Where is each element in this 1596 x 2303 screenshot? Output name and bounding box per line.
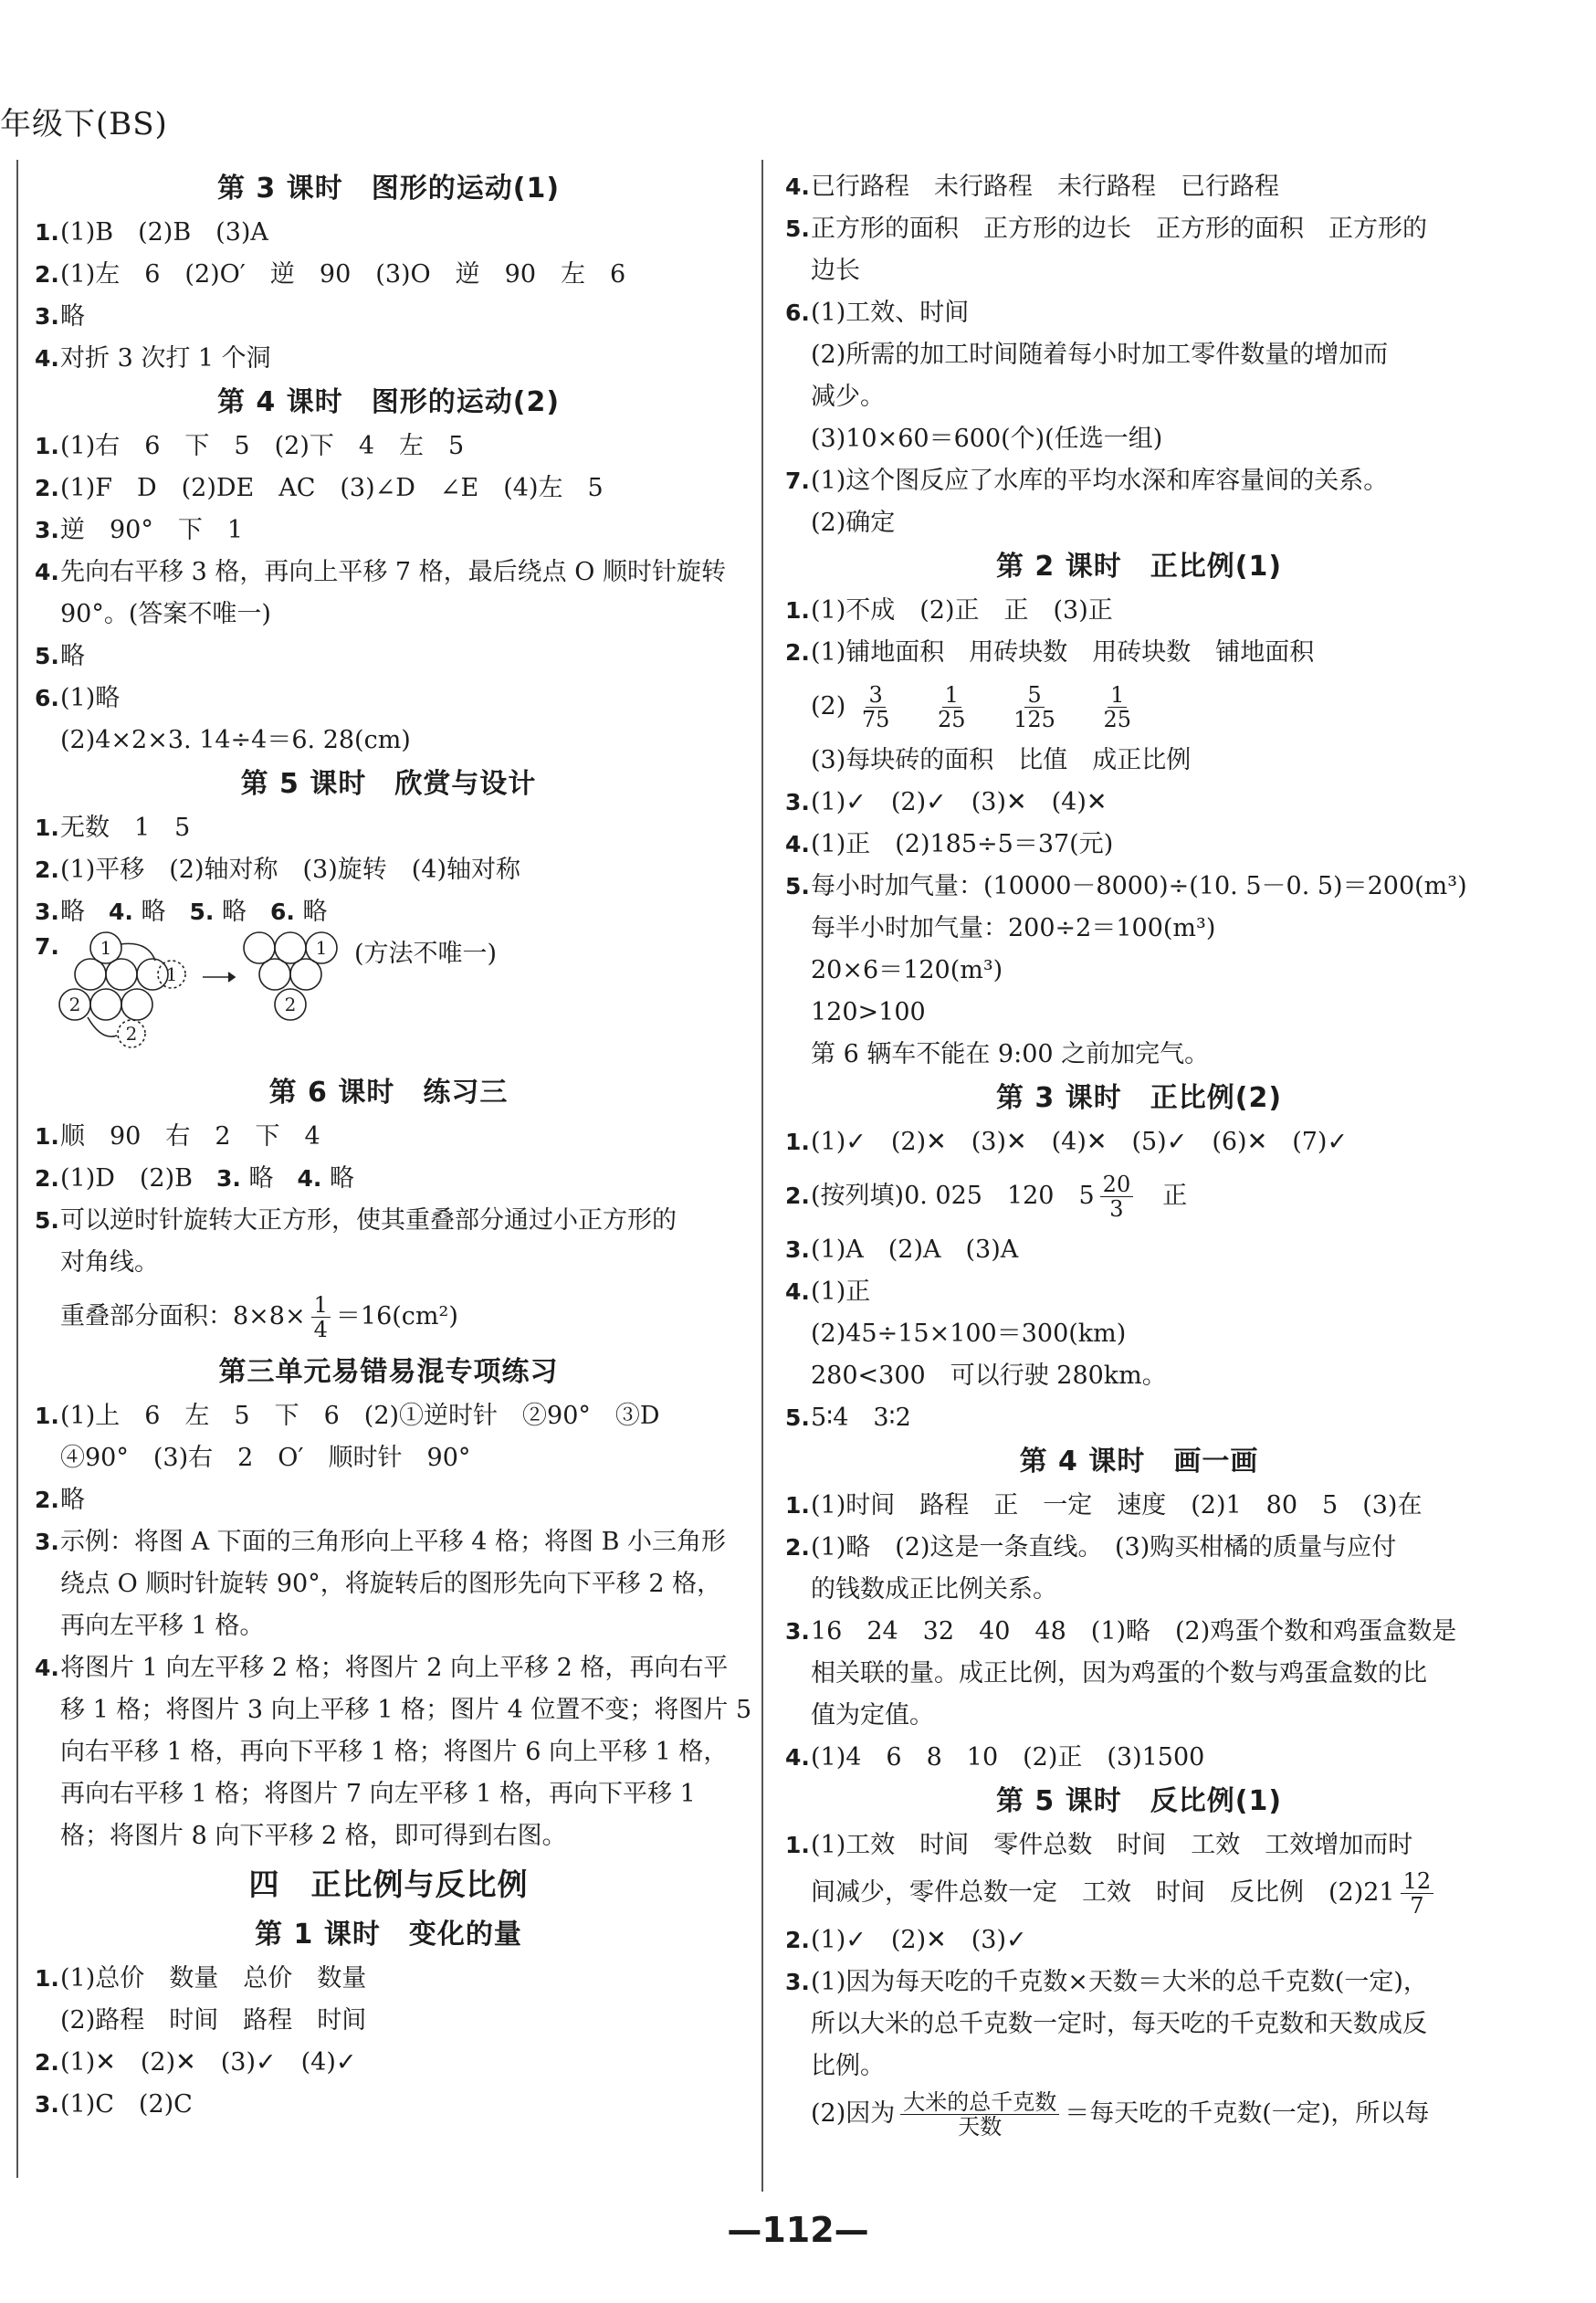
unit-title: 四 正比例与反比例 [248,1867,529,1902]
right-column [785,166,1493,2140]
answer-row: 2. (按列填)0. 025 120 5 $\frac{20}{3}$ 正 [785,1172,1188,1222]
circle-rotation-diagram [60,933,328,1070]
answer-row: 3. (1)A (2)A (3)A [785,1236,1019,1264]
answer-row-cont: 120>100 [811,998,926,1026]
answer-row: 6. (1)工效、时间 [785,299,970,327]
answer-row: 2. (1)铺地面积 用砖块数 用砖块数 铺地面积 [785,638,1315,667]
fraction: $\frac{5}{125}$ [1013,682,1055,732]
answer-row-cont: (2)因为 $\frac{\text{大米的总千克数}}{\text{天数}}$ ＝每天吃的千克数(一定)，所以每 [811,2089,1430,2140]
answer-row: 4. (1)正 [785,1278,871,1306]
answer-row: 2. (1)F D (2)DE AC (3)∠D ∠E (4)左 5 [35,474,604,502]
answer-row-cont: (3)每块砖的面积 比值 成正比例 [811,746,1192,774]
answer-row-cont: ④90° (3)右 2 O′ 顺时针 90° [60,1444,471,1472]
circle-label: 1 [315,937,328,959]
section-title: 第 3 课时 图形的运动(1) [216,173,561,205]
answer-row-cont: 20×6＝120(m³) [811,956,1003,984]
section-title: 第 2 课时 正比例(1) [995,551,1283,583]
answer-row-cont: 再向左平移 1 格。 [60,1612,265,1640]
answer-row: 1. (1)B (2)B (3)A [35,218,268,247]
left-column [35,166,752,2126]
answer-row-cont: 边长 [811,257,860,285]
answer-row-cont: 每半小时加气量：200÷2＝100(m³) [811,914,1216,942]
answer-row: 5. 每小时加气量：(10000－8000)÷(10. 5－0. 5)＝200(m³) [785,872,1467,900]
answer-row-cont: 对角线。 [60,1248,159,1277]
answer-row: 1. 顺 90 右 2 下 4 [35,1122,320,1151]
answer-row: 1. 无数 1 5 [35,814,191,842]
answer-row: 1. (1)不成 (2)正 正 (3)正 [785,596,1113,625]
method-note: (方法不唯一) [354,940,498,968]
fraction: $\frac{\text{大米的总千克数}}{\text{天数}}$ [900,2090,1059,2139]
answer-row-cont: 格；将图片 8 向下平移 2 格，即可得到右图。 [60,1822,567,1850]
margin-rule [16,160,18,2178]
fraction: $\frac{3}{75}$ [861,682,890,732]
answer-row: 5. 正方形的面积 正方形的边长 正方形的面积 正方形的 [785,215,1427,243]
answer-row: 4. 先向右平移 3 格，再向上平移 7 格，最后绕点 O 顺时针旋转 [35,558,726,586]
column-divider [761,160,763,2192]
header-title: 年级下(BS) [0,106,168,142]
answer-row: 7. (1)这个图反应了水库的平均水深和库容量间的关系。 [785,467,1389,495]
answer-row-cont: (2) $\frac{3}{75}$ $\frac{1}{25}$ $\frac{5}{125}$ $\frac{1}{25}$ [785,674,1493,740]
answer-row-cont: (2)4×2×3. 14÷4＝6. 28(cm) [60,726,411,754]
answer-row: 4. 已行路程 未行路程 未行路程 已行路程 [785,173,1279,201]
answer-row: 2. (1)平移 (2)轴对称 (3)旋转 (4)轴对称 [35,856,520,884]
answer-row: 2. (1)左 6 (2)O′ 逆 90 (3)O 逆 90 左 6 [35,260,626,289]
answer-row-cont: (3)10×60＝600(个)(任选一组) [811,425,1163,453]
fraction: $\frac{12}{7}$ [1401,1869,1434,1918]
answer-row: 2. (1)D (2)B 3. 略 4. 略 [35,1164,354,1193]
answer-row-cont: 重叠部分面积：8×8× $\frac{1}{4}$ ＝16(cm²) [60,1292,458,1342]
fraction: $\frac{20}{3}$ [1100,1173,1134,1221]
answer-row: 1. (1)时间 路程 正 一定 速度 (2)1 80 5 (3)在 [785,1491,1423,1520]
answer-row: 3. (1)因为每天吃的千克数×天数＝大米的总千克数(一定)， [785,1968,1428,1996]
answer-row: 3. 略 [35,302,85,331]
section-title: 第 1 课时 变化的量 [255,1919,522,1951]
circle-label: 2 [68,994,81,1015]
answer-row-cont: (2)所需的加工时间随着每小时加工零件数量的增加而 [811,341,1389,369]
answer-row-cont: 相关联的量。成正比例，因为鸡蛋的个数与鸡蛋盒数的比 [811,1659,1427,1688]
answer-row: 5. 可以逆时针旋转大正方形，使其重叠部分通过小正方形的 [35,1206,677,1235]
circle-label: 1 [165,963,178,985]
answer-row-cont: 的钱数成正比例关系。 [811,1575,1057,1604]
answer-row: 4. 将图片 1 向左平移 2 格；将图片 2 向上平移 2 格，再向右平 [35,1654,729,1682]
circle-label: 1 [100,937,112,959]
answer-row: 3. 逆 90° 下 1 [35,516,244,544]
answer-row: 3. (1)C (2)C [35,2090,193,2119]
answer-row-cont: 减少。 [811,383,885,411]
answer-row-cont: (2)45÷15×100＝300(km) [811,1320,1127,1348]
answer-row-cont: 移 1 格；将图片 3 向上平移 1 格；图片 4 位置不变；将图片 5 [60,1696,752,1724]
answer-row: 1. (1)右 6 下 5 (2)下 4 左 5 [35,432,465,460]
answer-row-cont: 第 6 辆车不能在 9:00 之前加完气。 [811,1040,1210,1068]
circle-label: 2 [284,994,297,1015]
answer-row: 1. (1)工效 时间 零件总数 时间 工效 工效增加而时 [785,1831,1413,1859]
answer-row: 2. (1)✕ (2)✕ (3)✓ (4)✓ [35,2048,357,2077]
answer-row: 4. 对折 3 次打 1 个洞 [35,344,271,373]
answer-row-cont: 280<300 可以行驶 280km。 [811,1362,1167,1390]
section-title: 第 4 课时 画一画 [1019,1446,1259,1477]
fraction: $\frac{1}{25}$ [937,682,966,732]
fraction: $\frac{1}{4}$ [311,1293,331,1341]
answer-row: 1. (1)上 6 左 5 下 6 (2)①逆时针 ②90° ③D [35,1402,660,1430]
fraction: $\frac{1}{25}$ [1103,682,1132,732]
answer-row: 1. (1)✓ (2)✕ (3)✕ (4)✕ (5)✓ (6)✕ (7)✓ [785,1128,1349,1156]
circle-label: 2 [125,1023,138,1045]
answer-row: 5. 略 [35,642,85,670]
answer-row-cont: 间减少，零件总数一定 工效 时间 反比例 (2)21 $\frac{12}{7}$ [785,1867,1493,1919]
section-title: 第 5 课时 欣赏与设计 [240,768,537,800]
section-title: 第 3 课时 正比例(2) [995,1082,1283,1114]
answer-row: 4. (1)正 (2)185÷5＝37(元) [785,830,1114,858]
answer-row: 2. 略 [35,1486,85,1514]
section-title: 第 5 课时 反比例(1) [995,1785,1283,1817]
answer-row: 3. (1)✓ (2)✓ (3)✕ (4)✕ [785,788,1108,816]
answer-row: 3. 示例：将图 A 下面的三角形向上平移 4 格；将图 B 小三角形 [35,1528,727,1556]
circle-figure: 7. 1 1 2 2 1 2 (方法不唯一) [35,933,742,1070]
answer-row: 5. 5∶4 3∶2 [785,1404,911,1432]
answer-row-cont: 向右平移 1 格，再向下平移 1 格；将图片 6 向上平移 1 格， [60,1738,729,1766]
answer-row-cont: (2)路程 时间 路程 时间 [60,2006,367,2035]
section-title: 第 4 课时 图形的运动(2) [216,386,561,418]
answer-row: 2. (1)✓ (2)✕ (3)✓ [785,1926,1027,1954]
answer-row-cont: (2)确定 [811,509,896,537]
page-number: —112— [727,2210,869,2250]
answer-row-cont: 90°。(答案不唯一) [60,600,271,628]
answer-row: 1. (1)总价 数量 总价 数量 [35,1964,367,1993]
section-title: 第 6 课时 练习三 [268,1077,509,1109]
answer-row-cont: 所以大米的总千克数一定时，每天吃的千克数和天数成反 [811,2010,1427,2038]
answer-row: 6. (1)略 [35,684,121,712]
answer-row-cont: 比例。 [811,2052,885,2080]
answer-row: 3. 16 24 32 40 48 (1)略 (2)鸡蛋个数和鸡蛋盒数是 [785,1617,1457,1646]
section-title: 第三单元易错易混专项练习 [218,1356,559,1388]
answer-row: 3. 略 4. 略 5. 略 6. 略 [35,898,328,926]
answer-row-cont: 值为定值。 [811,1701,934,1730]
answer-row: 4. (1)4 6 8 10 (2)正 (3)1500 [785,1743,1205,1772]
answer-row-cont: 绕点 O 顺时针旋转 90°，将旋转后的图形先向下平移 2 格， [60,1570,722,1598]
answer-row: 2. (1)略 (2)这是一条直线。 (3)购买柑橘的质量与应付 [785,1533,1397,1562]
answer-row-cont: 再向右平移 1 格；将图片 7 向左平移 1 格，再向下平移 1 [60,1780,696,1808]
